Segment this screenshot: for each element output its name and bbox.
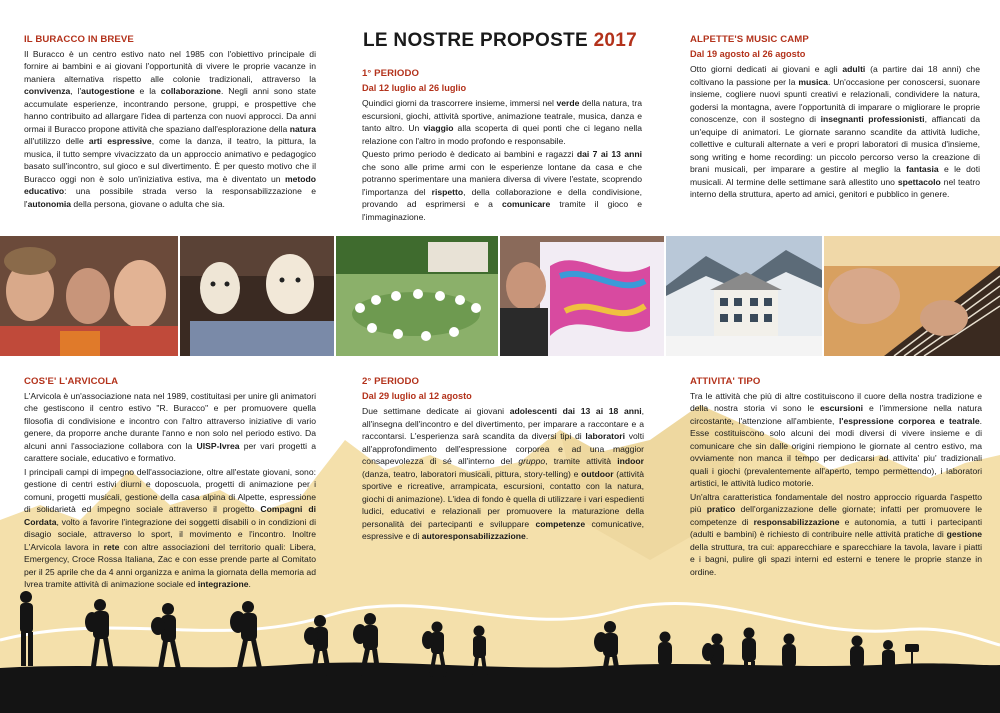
- section-title: IL BURACCO IN BREVE: [24, 34, 134, 45]
- section-dates: Dal 19 agosto al 26 agosto: [690, 48, 806, 59]
- section-title: ATTIVITA' TIPO: [690, 376, 761, 387]
- paragraph: L'Arvicola è un'associazione nata nel 1989, costituitasi per unire gli animatori che gestiscono il centro estivo "R. Buracco" e per promuovere quella filosofia di condivisione e incontro con l'altro attraverso iniziative di vario genere, da proporre anche durante l'anno e non solo nel periodo estivo. Da alcuni anni l'associazione collabora con la UISP-Ivrea per vari progetti a carattere sociale, educativo e formativo.: [24, 390, 316, 463]
- section-title: ALPETTE'S MUSIC CAMP: [690, 34, 809, 45]
- photo-mountain-house: [666, 236, 822, 356]
- photo-strip: [0, 236, 1000, 356]
- paragraph: Il Buracco è un centro estivo nato nel 1985 con l'obiettivo principale di fornire ai bambini e ai giovani l'opportunità di vivere le proprie vacanze in maniera alternativa rispetto alle colonie tradizionali, attraverso la convivenza, l'autogestione e la collaborazione. Negli anni sono state accumulate esperienze, incontrando persone, gruppi, e prospettive che hanno contribuito ad allargare l'idea di partenza con nuovi approcci. Da anni ormai il Buracco propone attività che spaziano dall'esplorazione della natura all'utilizzo delle arti espressive, come la danza, il teatro, la pittura, la musica, il tutto sempre vivacizzato da un approccio animativo e pedagogico basato sull'incontro, sul gioco e sul divertimento. È per questo motivo che il Buracco oggi non è solo un'iniziativa estiva, ma è diventato un metodo educativo: una possibile strada verso la responsabilizzazione e l'autonomia della persona, giovane o adulta che sia.: [24, 48, 316, 209]
- title-text: LE NOSTRE PROPOSTE: [362, 30, 588, 51]
- page-title: [330, 30, 670, 52]
- section-periodo-2: [362, 376, 644, 544]
- paragraph: Questo primo periodo è dedicato ai bambini e ragazzi dai 7 ai 13 anni che sono alle prime armi con le esperienze lontane da casa e che potranno sperimentare una maniera diversa di vivere l'estate, scoprendo l'importanza del rispetto, della collaborazione e della condivisione, provando ad esprimersi e a comunicare tramite il gioco e l'immaginazione.: [362, 149, 643, 222]
- section-dates: Dal 29 luglio al 12 agosto: [362, 390, 472, 401]
- section-periodo-1: [362, 68, 642, 224]
- section-title: 1° PERIODO: [362, 68, 420, 79]
- paragraph: Quindici giorni da trascorrere insieme, immersi nel verde della natura, tra escursioni, giochi, attività sportive, animazione teatrale, musica, danza e tanto altro. Un viaggio alla scoperta di quei ponti che ci legano nella relazione con l'altro in modo profondo e responsabile.: [362, 98, 642, 146]
- title-year: 2017: [593, 30, 638, 51]
- photo-theatre-masks: [180, 236, 334, 356]
- section-dates: Dal 12 luglio al 26 luglio: [362, 82, 467, 93]
- section-music-camp: [690, 34, 980, 202]
- paragraph: Un'altra caratteristica fondamentale del nostro approccio riguarda l'aspetto più pratico dell'organizzazione delle giornate; infatti per promuovere le competenze di responsabilizzazione e autonomia, a tutti i partecipanti (adulti e bambini) è richiesto di contribuire nelle attività pratiche di gestione della struttura, tra cui: apparecchiare e sparecchiare la tavola, lavare i piatti e i bagni, pulire gli spazi interni ed esterni e tenere le proprie stanze in ordine.: [690, 491, 982, 577]
- ground-silhouette: [0, 662, 1000, 713]
- section-buracco: [24, 34, 316, 211]
- section-attivita: [690, 376, 982, 579]
- photo-children-faces: [0, 236, 178, 356]
- section-arvicola: [24, 376, 316, 592]
- paragraph: Tra le attività che più di altre costituiscono il cuore della nostra tradizione e della nostra storia vi sono le escursioni e l'immersione nella natura circostante, l'attenzione all'ambiente, l'espressione corporea e teatrale. Esse costituiscono solo alcuni dei modi diversi di vivere insieme e di comunicare che sin dalle origini riempiono le giornate al centro estivo, ma ovviamente non manca il tempo per dedicarsi ad attivita' piu' tradizionali quali i giochi (prevalentemente all'aperto, tempo permettendo), i laboratori artistici, le attività ludico motorie.: [690, 390, 982, 488]
- photo-guitar: [824, 236, 1000, 356]
- section-title: 2° PERIODO: [362, 376, 420, 387]
- photo-painting: [500, 236, 664, 356]
- photo-group-circle: [336, 236, 498, 356]
- section-title: COS'E' L'ARVICOLA: [24, 376, 119, 387]
- paragraph: Due settimane dedicate ai giovani adolescenti dai 13 ai 18 anni, all'insegna dell'incontro e del divertimento, per imparare a raccontare e a raccontarsi. L'esperienza sarà scandita da diversi tipi di laboratori volti all'approfondimento dell'espressione corporea e ad una maggior consapevolezza di sé all'interno del gruppo, tramite attività indoor (danza, teatro, laboratori musicali, pittura, story-telling) e outdoor (attività sportive e ricreative, arrampicata, escursioni, contatto con la natura, giochi di animazione). L'idea di fondo è quella di utilizzare i vari espedienti ludici, educativi e relazionali per promuovere la maturazione della personalità dei partecipanti e sviluppare competenze comunicative, espressive e di autoresponsabilizzazione.: [362, 406, 645, 541]
- paragraph: Otto giorni dedicati ai giovani e agli adulti (a partire dai 18 anni) che coltivano la passione per la musica. Un'occasione per conoscersi, suonare insieme, cogliere nuovi spunti creativi e relazionali, condividere la natura, godersi la montagna, avere l'opportunità di imparare o migliorare le proprie conoscenze, con il sostegno di insegnanti professionisti, affiancati da un'equipe di animatori. Le giornate saranno scandite da attività ludiche, collettive e culturali alternate a veri e propri laboratori di musica d'insieme, song writing e home recording: un piccolo percorso verso la creazione di brani musicali, per imparare a gestire al meglio la fantasia e le doti musicali. Al termine delle settimane sarà allestito uno spettacolo nel teatro interno della struttura, aperto ad amici, genitori e pubblico in genere.: [690, 64, 980, 199]
- paragraph: I principali campi di impegno dell'associazione, oltre all'estate giovani, sono: gestione di centri estivi diurni e doposcuola, progetti di animazione per i comuni, progetti musicali, gestione della casa alpina di Alpette, espressione di solidarietà ed impegno sociale attraverso il progetto Compagni di Cordata, volto a favorire l'integrazione dei soggetti disabili o in condizioni di disagio sociale, attraverso lo sport, il movimento e l'incontro. Inoltre L'Arvicola lavora in rete con altre associazioni del territorio quali: Libera, Emergency, Croce Rossa Italiana, Zac e con esse prende parte al Comitato per il 25 aprile che da 4 anni organizza e anima la giornata della memoria ad Ivrea tramite attività di animazione sociale ed integrazione.: [24, 466, 316, 589]
